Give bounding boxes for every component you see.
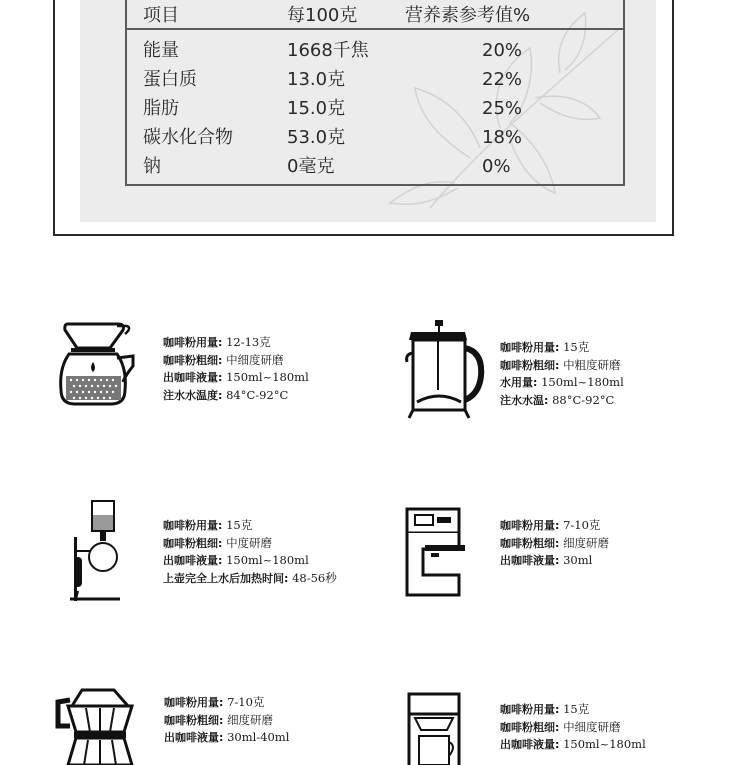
row-amount: 13.0克 [287, 69, 346, 90]
spec-line [163, 334, 309, 352]
spec-key: 咖啡粉用量: [500, 703, 560, 716]
spec-key: 咖啡粉用量: [163, 336, 223, 349]
spec-key: 出咖啡液量: [164, 731, 224, 744]
spec-list [163, 334, 309, 404]
spec-key: 咖啡粉用量: [500, 341, 560, 354]
spec-value: 150ml~180ml [226, 370, 309, 384]
spec-value: 中粗度研磨 [563, 357, 621, 372]
spec-list [163, 517, 337, 587]
spec-value: 15克 [563, 340, 590, 354]
spec-line [164, 729, 289, 747]
spec-line [500, 374, 624, 392]
spec-value: 7-10克 [227, 695, 265, 709]
spec-key: 咖啡粉用量: [500, 519, 560, 532]
spec-value: 中度研磨 [226, 535, 273, 550]
spec-key: 咖啡粉粗细: [500, 720, 560, 734]
spec-key: 水用量: [500, 376, 538, 389]
spec-value: 150ml~180ml [541, 375, 624, 389]
row-nrv: 0% [482, 156, 511, 177]
spec-key: 咖啡粉粗细: [163, 536, 223, 550]
row-name: 脂肪 [143, 98, 179, 119]
spec-value: 15克 [563, 702, 590, 716]
spec-key: 出咖啡液量: [500, 554, 560, 567]
spec-value: 48-56秒 [292, 570, 337, 585]
spec-value: 15克 [226, 518, 253, 532]
table-row [125, 153, 625, 181]
row-amount: 0毫克 [287, 156, 335, 177]
spec-value: 细度研磨 [227, 712, 274, 727]
table-row [125, 37, 625, 65]
spec-key: 咖啡粉粗细: [163, 353, 223, 367]
nutrition-header-row [125, 2, 625, 30]
spec-line [163, 369, 309, 387]
siphon-icon [60, 495, 140, 605]
spec-value: 30ml [563, 553, 593, 567]
row-name: 碳水化合物 [143, 127, 233, 148]
row-name: 能量 [143, 40, 179, 61]
spec-key: 出咖啡液量: [163, 554, 223, 567]
spec-line [500, 552, 609, 570]
spec-line [500, 339, 624, 357]
spec-line [163, 387, 309, 405]
row-nrv: 22% [482, 69, 523, 90]
table-row [125, 66, 625, 94]
spec-key: 出咖啡液量: [500, 738, 560, 751]
spec-key: 咖啡粉用量: [164, 696, 224, 709]
spec-line [500, 736, 646, 754]
row-amount: 53.0克 [287, 127, 346, 148]
spec-list [500, 701, 646, 754]
header-per100g: 每100克 [287, 5, 358, 26]
french-press-icon [403, 318, 485, 422]
spec-line [500, 719, 646, 737]
spec-value: 84°C-92°C [226, 387, 289, 402]
spec-key: 上壶完全上水后加热时间: [163, 571, 289, 585]
row-name: 蛋白质 [143, 69, 197, 90]
row-nrv: 18% [482, 127, 523, 148]
espresso-machine-icon [403, 505, 473, 600]
spec-key: 咖啡粉粗细: [500, 358, 560, 372]
spec-key: 咖啡粉粗细: [500, 536, 560, 550]
spec-list [164, 694, 289, 747]
spec-value: 150ml~180ml [226, 553, 309, 567]
pour-over-dripper-icon [55, 318, 140, 410]
spec-line [500, 357, 624, 375]
spec-line [164, 694, 289, 712]
spec-line [164, 712, 289, 730]
spec-value: 30ml-40ml [227, 730, 290, 744]
nutrition-panel [53, 0, 674, 236]
spec-list [500, 339, 624, 409]
drip-coffee-maker-icon [405, 690, 465, 765]
spec-key: 咖啡粉粗细: [164, 713, 224, 727]
row-amount: 15.0克 [287, 98, 346, 119]
spec-key: 注水水温度: [163, 388, 223, 402]
table-row [125, 124, 625, 152]
row-name: 钠 [143, 156, 161, 177]
spec-line [500, 535, 609, 553]
row-nrv: 25% [482, 98, 523, 119]
spec-line [500, 392, 624, 410]
moka-pot-icon [52, 686, 142, 765]
spec-value: 88°C-92°C [552, 392, 615, 407]
spec-line [163, 552, 337, 570]
spec-value: 细度研磨 [563, 535, 610, 550]
spec-list [500, 517, 609, 570]
row-amount: 1668千焦 [287, 40, 369, 61]
spec-line [500, 517, 609, 535]
spec-line [163, 352, 309, 370]
spec-value: 12-13克 [226, 335, 271, 349]
spec-value: 中细度研磨 [563, 719, 621, 734]
table-row [125, 95, 625, 123]
spec-line [163, 535, 337, 553]
spec-line [163, 517, 337, 535]
spec-key: 注水水温: [500, 393, 549, 407]
header-nrv: 营养素参考值% [405, 5, 531, 26]
header-item: 项目 [143, 5, 179, 26]
spec-line [500, 701, 646, 719]
spec-line [163, 570, 337, 588]
spec-value: 150ml~180ml [563, 737, 646, 751]
spec-value: 7-10克 [563, 518, 601, 532]
spec-key: 咖啡粉用量: [163, 519, 223, 532]
spec-key: 出咖啡液量: [163, 371, 223, 384]
spec-value: 中细度研磨 [226, 352, 284, 367]
row-nrv: 20% [482, 40, 523, 61]
